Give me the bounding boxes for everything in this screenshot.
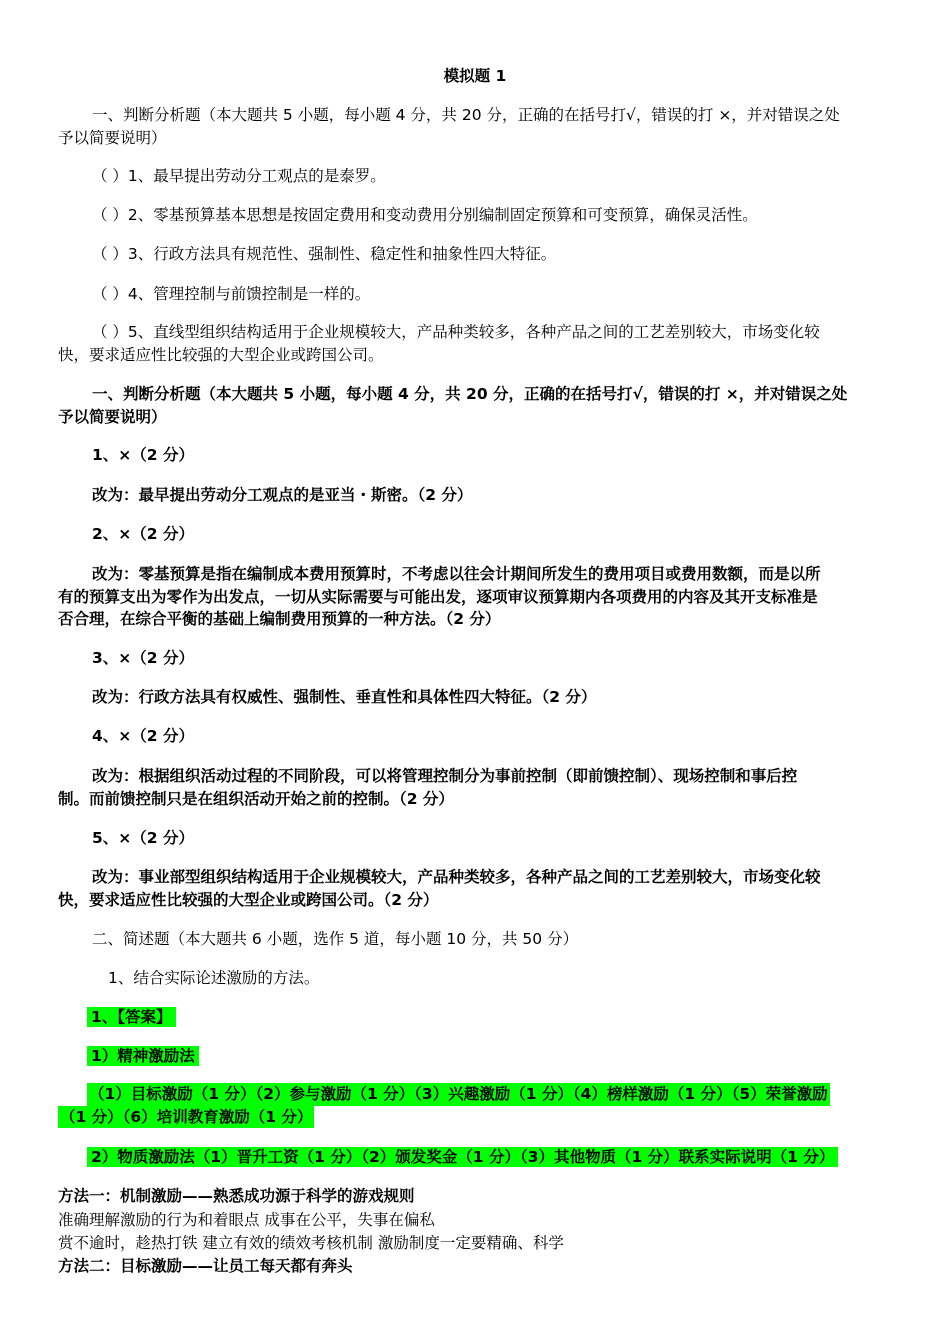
q1-item-1: （ ）1、最早提出劳动分工观点的是泰罗。	[92, 167, 386, 185]
a1-correction-4: 改为：根据组织活动过程的不同阶段，可以将管理控制分为事前控制（即前馈控制）、现场控制和事后控 制。而前馈控制只是在组织活动开始之前的控制。（2 分）	[58, 767, 798, 808]
q1-item-5: （ ）5、直线型组织结构适用于企业规模较大，产品种类较多，各种产品之间的工艺差别较大，市场变化较 快，要求适应性比较强的大型企业或跨国公司。	[58, 323, 820, 364]
q2-item-1: 1、结合实际论述激励的方法。	[108, 969, 320, 987]
a1-correction-3: 改为：行政方法具有权威性、强制性、垂直性和具体性四大特征。（2 分）	[92, 688, 597, 706]
page-title: 模拟题 1	[443, 67, 507, 85]
method1-line-1: 准确理解激励的行为和着眼点 成事在公平，失事在偏私	[58, 1211, 435, 1229]
a1-mark-1: 1、×（2 分）	[92, 446, 194, 464]
a1-correction-2: 改为：零基预算是指在编制成本费用预算时，不考虑以往会计期间所发生的费用项目或费用数额，而是以所 有的预算支出为零作为出发点，一切从实际需要与可能出发，逐项审议预算期内各项费用的内容及其开支标准是 否合理，在综合平衡的基础上编制费用预算的一种方法。（2 分）	[58, 565, 821, 628]
a1-correction-5: 改为：事业部型组织结构适用于企业规模较大，产品种类较多，各种产品之间的工艺差别较大，市场变化较 快，要求适应性比较强的大型企业或跨国公司。（2 分）	[58, 868, 821, 909]
method2-title: 方法二：目标激励——让员工每天都有奔头	[58, 1257, 353, 1275]
q1-header: 一、判断分析题（本大题共 5 小题，每小题 4 分，共 20 分，正确的在括号打√，错误的打 ×，并对错误之处 予以简要说明）	[58, 106, 840, 147]
a1-mark-2: 2、×（2 分）	[92, 525, 194, 543]
answer-label: 1、【答案】	[87, 1006, 176, 1028]
method1-line-2: 赏不逾时，趁热打铁 建立有效的绩效考核机制 激励制度一定要精确、科学	[58, 1234, 564, 1252]
answer-spirit-items: （1）目标激励（1 分）（2）参与激励（1 分）（3）兴趣激励（1 分）（4）榜样激励（1 分）（5）荣誉激励 （1 分）（6）培训教育激励（1 分）	[58, 1083, 950, 1128]
a1-header: 一、判断分析题（本大题共 5 小题，每小题 4 分，共 20 分，正确的在括号打√，错误的打 ×，并对错误之处 予以简要说明）	[58, 385, 848, 426]
a1-mark-4: 4、×（2 分）	[92, 727, 194, 745]
method1-title: 方法一：机制激励——熟悉成功源于科学的游戏规则	[58, 1187, 415, 1205]
q1-item-2: （ ）2、零基预算基本思想是按固定费用和变动费用分别编制固定预算和可变预算，确保灵活性。	[92, 206, 758, 224]
answer-spirit: 1）精神激励法	[87, 1045, 199, 1067]
a1-correction-1: 改为：最早提出劳动分工观点的是亚当・斯密。（2 分）	[92, 486, 473, 504]
q2-header: 二、简述题（本大题共 6 小题，选作 5 道，每小题 10 分，共 50 分）	[92, 930, 579, 948]
q1-item-3: （ ）3、行政方法具有规范性、强制性、稳定性和抽象性四大特征。	[92, 245, 557, 263]
a1-mark-5: 5、×（2 分）	[92, 829, 194, 847]
a1-mark-3: 3、×（2 分）	[92, 649, 194, 667]
answer-material: 2）物质激励法（1）晋升工资（1 分）（2）颁发奖金（1 分）（3）其他物质（1 分）联系实际说明（1 分）	[87, 1146, 838, 1168]
q1-item-4: （ ）4、管理控制与前馈控制是一样的。	[92, 285, 371, 303]
